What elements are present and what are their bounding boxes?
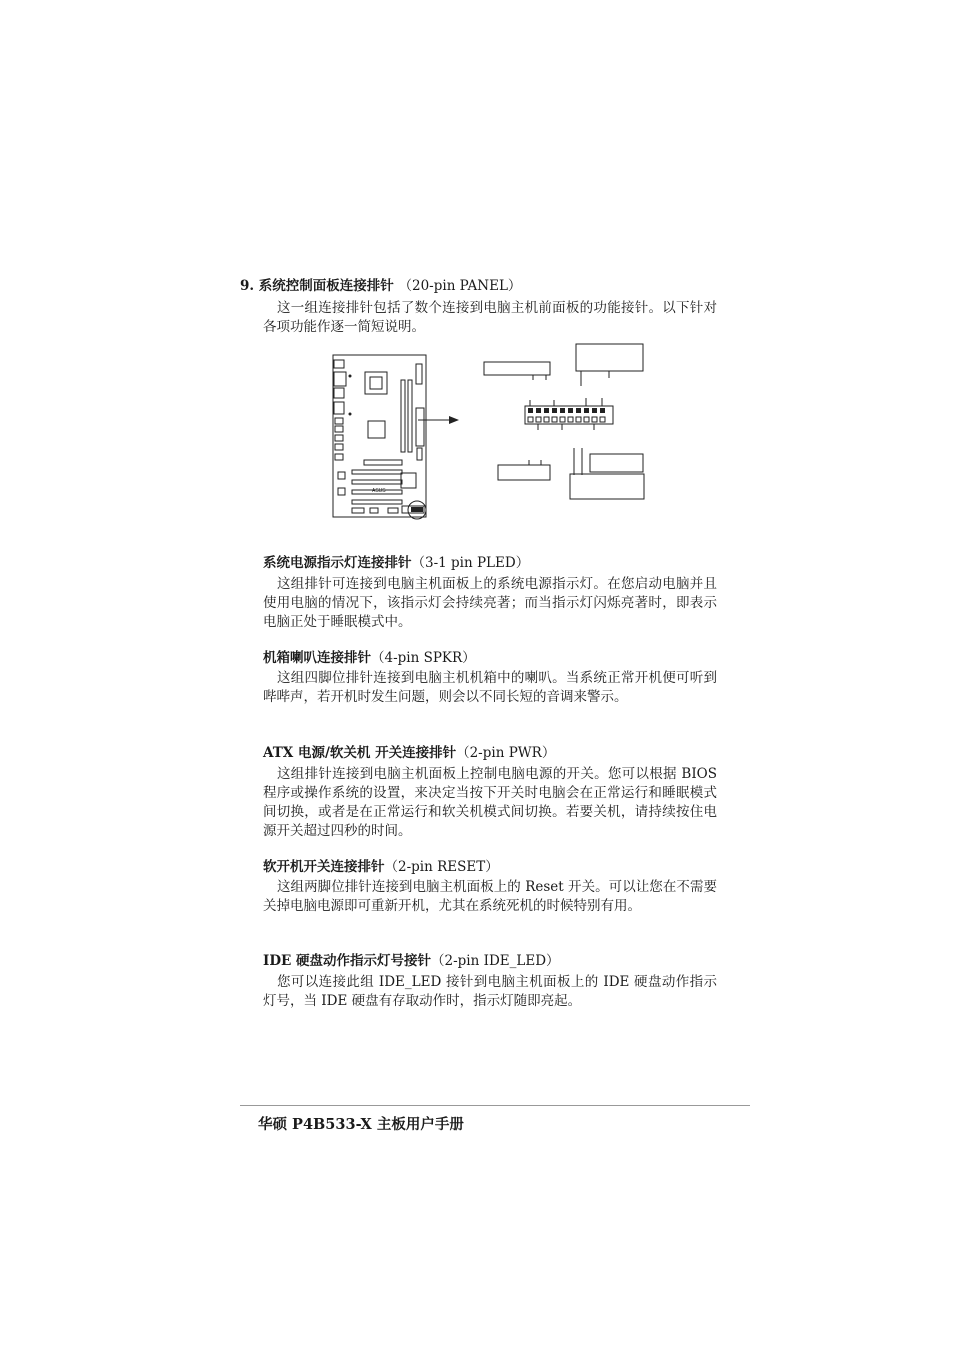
subsection-body-reset: 这组两脚位排针连接到电脑主机面板上的 Reset 开关。可以让您在不需要关掉电脑电源即可重新开机，尤其在系统死机的时候特别有用。 [263,879,717,914]
panel-connector-diagram [330,340,650,522]
subsection-body-pled: 这组排针可连接到电脑主机面板上的系统电源指示灯。在您启动电脑并且使用电脑的情况下，该指示灯会持续亮著；而当指示灯闪烁亮著时，即表示电脑正处于睡眠模式中。 [263,576,717,630]
subsection-body-spkr: 这组四脚位排针连接到电脑主机机箱中的喇叭。当系统正常开机便可听到哔哔声，若开机时发生问题，则会以不同长短的音调来警示。 [263,670,717,705]
subsection-body-pwr: 这组排针连接到电脑主机面板上控制电脑电源的开关。您可以根据 BIOS 程序或操作系统的设置，来决定当按下开关时电脑会在正常运行和睡眠模式间切换，或者是在正常运行和软关机模式间切换。若要关机，请持续按住电源开关超过四秒的时间。 [263,766,717,839]
subsection-title-pled: 系统电源指示灯连接排针（3-1 pin PLED） [263,555,530,571]
section-title: 系统控制面板连接排针 [258,278,394,294]
section-number: 9. [240,278,255,294]
section-heading [240,274,521,294]
pinout-detail [484,344,644,499]
section-intro: 这一组连接排针包括了数个连接到电脑主机前面板的功能接针。以下针对各项功能作逐一简短说明。 [263,300,717,335]
subsection-title-ide-led: IDE 硬盘动作指示灯号接针（2-pin IDE_LED） [263,953,560,969]
subsection-title-spkr: 机箱喇叭连接排针（4-pin SPKR） [263,650,476,666]
subsection-title-pwr: ATX 电源/软关机 开关连接排针（2-pin PWR） [263,745,556,761]
motherboard-outline [333,355,426,519]
subsection-body-ide-led: 您可以连接此组 IDE_LED 接针到电脑主机面板上的 IDE 硬盘动作指示灯号，当 IDE 硬盘有存取动作时，指示灯随即亮起。 [263,974,717,1009]
footer-rule [240,1105,750,1106]
board-logo: ASUS [372,488,386,494]
footer-title: 华硕 P4B533-X 主板用户手册 [258,1116,464,1133]
subsection-title-reset: 软开机开关连接排针（2-pin RESET） [263,859,499,875]
section-subtitle: （20-pin PANEL） [398,278,522,294]
